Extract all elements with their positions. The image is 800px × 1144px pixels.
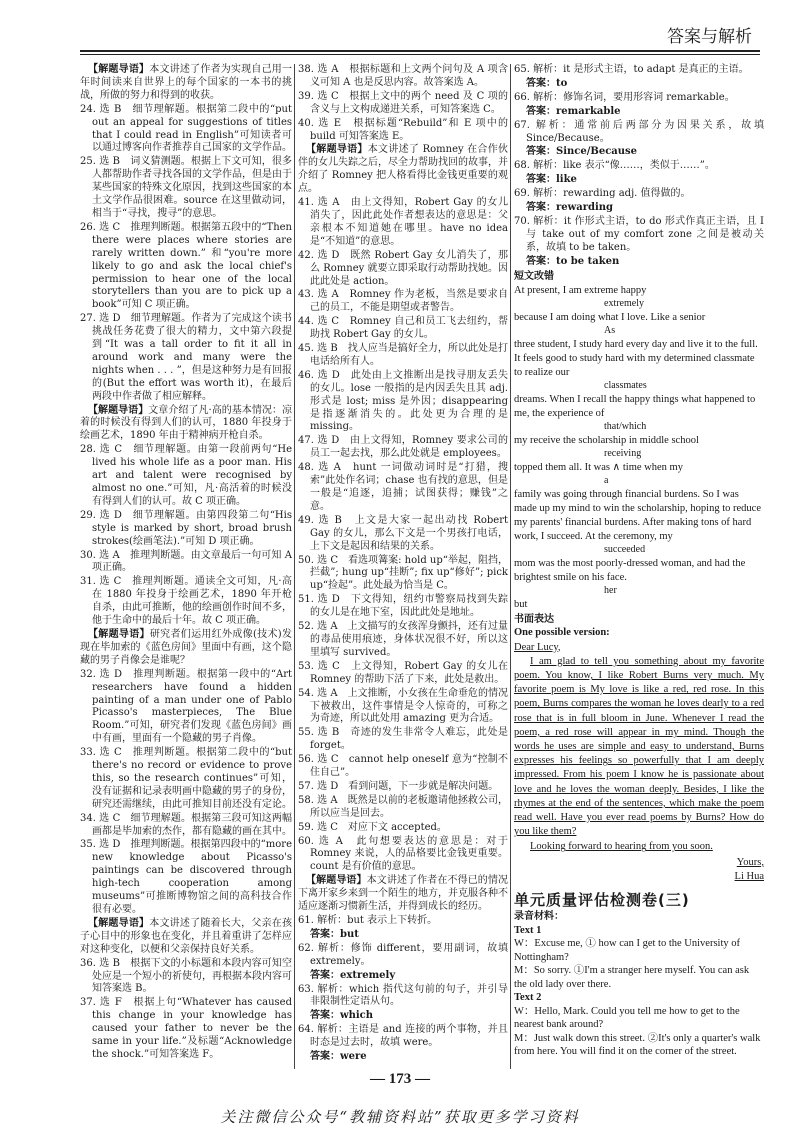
- answer-line: 答案：like: [526, 174, 577, 186]
- column-2: [298, 64, 508, 1065]
- guide-paragraph: [80, 64, 292, 103]
- correction-item: [514, 434, 764, 460]
- answer-explanation: 35. 选 D 推理判断题。根据第四段中的“more new knowledge about Picasso's paintings can be discovered through high-tech cooperation among museums”可推断博物馆之间的高科技合作很有必要。: [80, 839, 292, 915]
- writing-sample: [514, 626, 764, 884]
- correction-text: but: [514, 598, 528, 610]
- correction-heading: 短文改错: [514, 270, 554, 282]
- answer-explanation: 41. 选 A 由上文得知，Robert Gay 的女儿消失了，因此此处作者想表达的意思是：父亲根本不知道她在哪里。have no idea 是“不知道”的意思。: [298, 197, 508, 247]
- guide-paragraph: [80, 918, 292, 957]
- correction-fix: her: [604, 584, 617, 596]
- answer-explanation: 30. 选 A 推理判断题。由文章最后一句可知 A 项正确。: [80, 549, 292, 574]
- error-correction: [514, 284, 764, 612]
- guide-label: 【解题导语】: [306, 875, 367, 887]
- writing-version: One possible version:: [514, 627, 610, 639]
- answer-explanation: 63. 解析：which 指代这句前的句子，并引导非限制性定语从句。: [298, 983, 508, 1008]
- text1-line: M：So sorry. ①I'm a stranger here myself. You can ask the old lady over there.: [514, 965, 750, 990]
- answer-explanation: 37. 选 F 根据上句“Whatever has caused this change in your knowledge has caused your father to never be the same in your life.”及标题“Acknowledge the shock.”可知答案选 F。: [80, 997, 292, 1060]
- guide-text: 本文讲述了随着长大，父亲在孩子心目中的形象也在变化，并且着重讲了怎样应对这种变化，以便和父亲保持良好关系。: [80, 917, 293, 955]
- answer-line: 答案：to be taken: [526, 255, 620, 267]
- column-3: [514, 64, 764, 1059]
- answer-explanation: 49. 选 B 上文是大家一起出动找 Robert Gay 的女儿，那么下文是一个男孩打电话，上下文是起因和结果的关系。: [298, 514, 508, 552]
- answer-line: 答案：remarkable: [526, 105, 621, 117]
- answer-explanation: 65. 解析：it 是形式主语，to adapt 是真正的主语。: [514, 64, 749, 75]
- answer-explanation: 31. 选 C 推理判断题。通读全文可知，凡·高在 1880 年投身于绘画艺术，1890 年开枪自杀，由此可推断，他的绘画创作时间不多，他于生命中的最后十年。故 C 项正确。: [80, 576, 292, 627]
- text1-label: Text 1: [514, 924, 542, 936]
- writing-heading: 书面表达: [514, 613, 554, 625]
- answer-explanation: 61. 解析：but 表示上下转折。: [298, 915, 438, 926]
- answer-line: 答案：to: [526, 77, 568, 89]
- correction-text: my receive the scholarship in middle school: [514, 434, 699, 446]
- correction-item: [514, 393, 764, 433]
- correction-fix: that/which: [604, 420, 647, 432]
- answer-explanation: 67. 解析：通常前后两部分为因果关系，故填 Since/Because。: [514, 119, 764, 144]
- answer-explanation: 54. 选 A 上文推断，小女孩在生命垂危的情况下被救出，这件事情是令人惊奇的，可称之为奇迹，所以此处用 amazing 更为合适。: [298, 687, 508, 725]
- answer-explanation: 34. 选 C 细节理解题。根据第三段可知这两幅画都是毕加索的杰作，都有隐藏的画在其中。: [80, 812, 292, 837]
- page-header-title: 答案与解析: [667, 27, 752, 47]
- answer-explanation: 51. 选 D 下文得知，纽约市警察局找到失踪的女儿是在地下室，因此此处是地址。: [298, 594, 508, 619]
- guide-paragraph: [298, 144, 508, 196]
- correction-item: [514, 338, 764, 392]
- correction-fix: classmates: [604, 379, 647, 391]
- correction-item: [514, 488, 764, 556]
- correction-fix: a: [604, 474, 609, 486]
- answer-explanation: 42. 选 D 既然 Robert Gay 女儿消失了，那么 Romney 就要立即采取行动帮助找她。因此此处是 action。: [298, 249, 508, 287]
- guide-paragraph: [80, 405, 292, 444]
- answer-explanation: 44. 选 C Romney 自己和员工飞去纽约，帮助找 Robert Gay 的女儿。: [298, 316, 508, 341]
- answer-explanation: 64. 解析：主语是 and 连接的两个事物，并且时态是过去时，故填 were。: [298, 1024, 508, 1049]
- correction-item: [514, 461, 764, 487]
- guide-text: 本文讲述了作者在不得已的情况下离开家乡来到一个陌生的地方，并克服各种不适应逐渐习惯新生活，并得到成长的经历。: [298, 875, 509, 913]
- correction-fix: extremely: [604, 297, 644, 309]
- header-rule: [80, 50, 760, 52]
- answer-explanation: 59. 选 C 对应下文 accepted。: [298, 821, 447, 833]
- correction-text: dreams. When I recall the happy things what happened to me, the experience of: [514, 393, 756, 419]
- guide-label: 【解题导语】: [88, 64, 150, 75]
- answer-line: 答案：were: [310, 1051, 367, 1063]
- correction-item: [514, 598, 764, 612]
- test-title: 单元质量评估检测卷(三): [514, 891, 690, 910]
- listening-script: [514, 924, 764, 1059]
- answer-explanation: 28. 选 C 细节理解题。由第一段前两句“He lived his whole life as a poor man. His art and talent were recognised by almost no one.”可知，凡·高活着的时候没有得到人们的认可。故 C 项正确。: [80, 444, 292, 507]
- page-number: — 173 —: [370, 1071, 430, 1087]
- correction-text: topped them all. It was ∧ time when my: [514, 461, 683, 473]
- correction-text: mom was the most poorly-dressed woman, and had the brightest smile on his face.: [514, 557, 746, 583]
- guide-label: 【解题导语】: [88, 628, 150, 640]
- correction-fix: succeeded: [604, 543, 646, 555]
- answer-explanation: 57. 选 D 看到问题，下一步就是解决问题。: [298, 780, 499, 792]
- guide-label: 【解题导语】: [306, 144, 368, 156]
- answer-explanation: 68. 解析：like 表示“像……，类似于……”。: [514, 160, 715, 172]
- answer-explanation: 24. 选 B 细节理解题。根据第二段中的“put out an appeal for suggestions of titles that I could read in English”可知读者可以通过博客向作者推荐自己国家的文学作品。: [80, 103, 292, 154]
- answer-explanation: 69. 解析：rewarding adj. 值得做的。: [514, 188, 691, 200]
- answer-explanation: 45. 选 B 找人应当是搞好全力，所以此处是打电话给所有人。: [298, 343, 508, 367]
- guide-label: 【解题导语】: [88, 404, 149, 416]
- answers-65-70: [514, 64, 764, 269]
- answer-explanation: 32. 选 D 推理判断题。根据第一段中的“Art researchers have found a hidden painting of a man under one of Pablo Picasso's masterpieces, The Blue Room.”可知，研究者们发现《蓝色房间》画中有画，里面有一个隐藏的男子肖像。: [80, 668, 292, 745]
- text2-line: M：Just walk down this street. ②It's only a quarter's walk from here. You will find it on the corner of the street.: [514, 1032, 761, 1058]
- correction-item: [514, 284, 764, 310]
- correction-text: At present, I am extreme happy: [514, 284, 647, 296]
- correction-fix: receiving: [604, 447, 642, 459]
- answer-line: 答案：but: [310, 928, 359, 940]
- guide-text: 文章介绍了凡·高的基本情况：凉着的时候没有得到人们的认可，1880 年投身于绘画艺术，1890 年由于精神病开枪自杀。: [80, 404, 292, 442]
- answer-line: 答案：which: [310, 1010, 374, 1022]
- column-divider: [510, 64, 511, 1069]
- guide-text: 本文讲述了作者为实现自己用一年时间读来自世界上的每个国家的一本书的挑战，所做的努力和得到的收获。: [80, 64, 293, 101]
- recording-material-label: 录音材料：: [514, 910, 564, 922]
- answer-explanation: 27. 选 D 细节理解题。作者为了完成这个读书挑战任务花费了很大的精力，文中第六段提到“It was a tall order to fit it all in around work and many were the nights when . . . ”，但是这种努力是有回报的(But the effort was worth it)，在最后两段中作者做了相应解释。: [80, 313, 292, 402]
- answer-explanation: 46. 选 D 此处由上文推断出是找寻朋友丢失的女儿。lose 一般指的是内因丢失且其 adj. 形式是 lost; miss 是外因；disappearing 是指逐渐消失的。此处更为合理的是 missing。: [298, 369, 508, 433]
- writing-salutation: Dear Lucy,: [514, 641, 561, 653]
- correction-item: [514, 557, 764, 597]
- text2-line: W：Hello, Mark. Could you tell me how to get to the nearest bank around?: [514, 1005, 740, 1031]
- correction-text: three student, I study hard every day and live it to the full. It feels good to study hard with my determined classmate to realize our: [514, 338, 758, 378]
- answer-explanation: 36. 选 B 根据下文的小标题和本段内容可知空处应是一个短小的祈使句，再根据本段内容可知答案选 B。: [80, 957, 292, 995]
- answer-explanation: 47. 选 D 由上文得知，Romney 要求公司的员工一起去找，那么此处就是 employees。: [298, 435, 508, 460]
- guide-text: 研究者们运用红外成像(技术)发现在毕加索的《蓝色房间》里面中有画，这个隐藏的男子肖像会是谁呢？: [80, 628, 292, 666]
- footer-note: 关注微信公众号“教辅资料站”获取更多学习资料: [220, 1108, 580, 1126]
- guide-paragraph: [80, 629, 292, 668]
- answer-line: 答案：Since/Because: [526, 146, 638, 158]
- answer-explanation: 38. 选 A 根据标题和上文两个问句及 A 项含义可知 A 也是反思内容。故答案选 A。: [298, 64, 508, 88]
- answer-explanation: 39. 选 C 根据上文中的两个 need 及 C 项的含义与上文构成递进关系，可知答案选 C。: [298, 90, 508, 115]
- column-divider: [294, 64, 295, 1069]
- answer-explanation: 56. 选 C cannot help oneself 意为“控制不住自己”。: [298, 754, 508, 779]
- header-rule-thin: [80, 54, 760, 55]
- answer-explanation: 29. 选 D 细节理解题。由第四段第二句“His style is marked by short, broad brush strokes(绘画笔法).”可知 D 项正确。: [80, 509, 292, 547]
- answer-line: 答案：rewarding: [526, 202, 614, 214]
- answer-explanation: 50. 选 C 看选项篝案: hold up“举起，阻挡，拦截”; hung up“挂断”; fix up“修好”; pick up“捡起”。此处最为恰当是 C。: [298, 554, 508, 592]
- correction-text: because I am doing what I love. Like a senior: [514, 311, 706, 323]
- answer-explanation: 25. 选 B 词义猜测题。根据上下文可知，很多人都帮助作者寻找各国的文学作品，但是由于某些国家的特殊文化原因，找到这些国家的本土文学作品很困难。source 在这里做动词，相当于“寻找，搜寻”的意思。: [80, 156, 292, 219]
- answer-explanation: 43. 选 A Romney 作为老板，当然是要求自己的员工，不能是期望或者警告。: [298, 289, 508, 314]
- writing-body: I am glad to tell you something about my favorite poem. You know, I like Robert Burns very much. My favorite poem is My love is like a red, red rose. In this poem, Burns compares the woman he loves dearly to a red rose that is in full bloom in June. Whenever I read the poem, a red rose will appear in my mind. Though the words he uses are simple and easy to understand, Burns expresses his feelings so powerfully that I am deeply impressed. From his poem I know he is passionate about love and he loves the woman deeply. Besides, I like the rhymes at the end of the sentences, which make the poem read well. Have you ever read poems by Burns? How do you like them?: [514, 655, 764, 838]
- answer-explanation: 66. 解析：修饰名词，要用形容词 remarkable。: [514, 91, 735, 103]
- answer-explanation: 52. 选 A 上文描写的女孩浑身颤抖，还有过量的毒品使用痕迹，身体状况很不好，所以这里填写 survived。: [298, 621, 508, 658]
- answer-explanation: 58. 选 A 既然是以前的老板邀请他拯救公司，所以应当是回去。: [298, 794, 508, 819]
- answer-explanation: 53. 选 C 上文得知，Robert Gay 的女儿在 Romney 的帮助下活了下来，此处是救出。: [298, 660, 508, 685]
- guide-text: 本文讲述了 Romney 在合作伙伴的女儿失踪之后，尽全力帮助找回的故事，并介绍了 Romney 把人格看得比金钱更重要的观点。: [298, 144, 509, 195]
- answer-explanation: 48. 选 A hunt 一词做动词时是“打猎，搜索”此处作名词；chase 也有找的意思，但是一般是“追逐，追捕；试图获得；赚钱”之意。: [298, 462, 508, 512]
- answer-explanation: 55. 选 B 奇迹的发生非常令人难忘，此处是 forget。: [298, 727, 508, 752]
- answer-explanation: 26. 选 C 推理判断题。根据第五段中的“Then there were places where stories are rarely written down.” 和“you're more likely to go and ask the local chief's permission to hear one of the local storytellers than you are to pick up a book”可知 C 项正确。: [80, 221, 292, 311]
- answer-explanation: 33. 选 C 推理判断题。根据第二段中的“but there's no record or evidence to prove this, so the research continues”可知，没有证据和记录表明画中隐藏的男子的身份，研究还需继续，由此可推知目前还没有定论。: [80, 747, 292, 810]
- text2-label: Text 2: [514, 992, 542, 1004]
- correction-fix: As: [604, 324, 616, 336]
- writing-closing: Looking forward to hearing from you soon.: [530, 841, 713, 853]
- answer-explanation: 62. 解析：修饰 different，要用副词，故填 extremely。: [298, 942, 508, 967]
- answer-explanation: 70. 解析：it 作形式主语，to do 形式作真正主语，且 I 与 take out of my comfort zone 之间是被动关系，故填 to be taken。: [514, 215, 764, 253]
- text1-line: W：Excuse me, ① how can I get to the University of Nottingham?: [514, 938, 740, 963]
- column-1: [80, 64, 292, 1063]
- answer-explanation: 60. 选 A 此句想要表达的意思是：对于 Romney 来说，人的品格要比金钱更重要。count 是有价值的意思。: [298, 835, 508, 873]
- correction-item: [514, 311, 764, 337]
- correction-text: family was going through financial burdens. So I was made up my mind to win the scholarship, hoping to reduce my parents' financial burdens. After making tons of hard work, I succeed. At the ceremony, my: [514, 488, 761, 542]
- guide-label: 【解题导语】: [88, 917, 150, 929]
- writing-sign-off: Yours,: [736, 856, 764, 868]
- writing-signature: Li Hua: [734, 870, 764, 882]
- answer-line: 答案：extremely: [310, 969, 396, 981]
- guide-paragraph: [298, 875, 508, 914]
- answer-explanation: 40. 选 E 根据标题“Rebuild”和 E 项中的 build 可知答案选 E。: [298, 117, 508, 142]
